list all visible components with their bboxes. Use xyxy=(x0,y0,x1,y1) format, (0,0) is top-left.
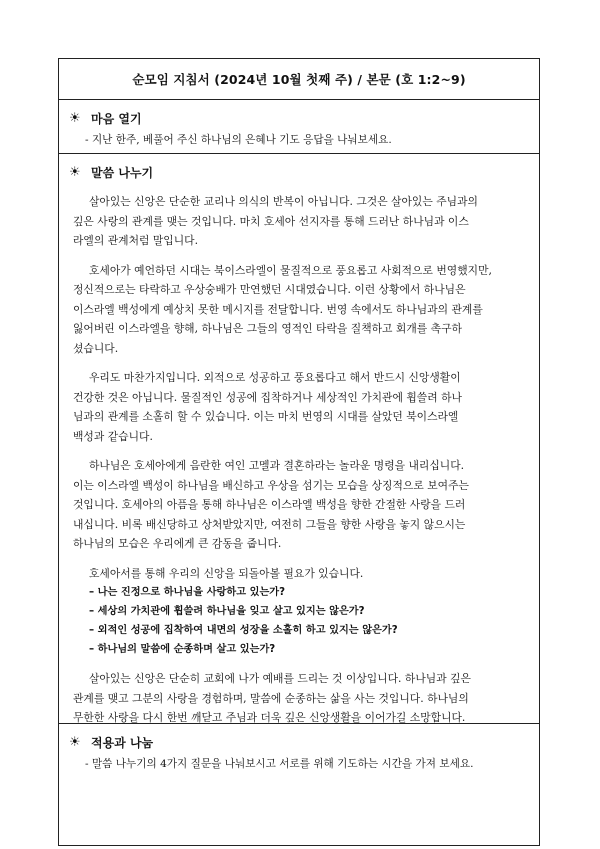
paragraph-3 xyxy=(59,368,539,446)
section-text: - 지난 한주, 베풀어 주신 하나님의 은혜나 기도 응답을 나눠보세요. xyxy=(85,134,392,146)
section-word-sharing xyxy=(59,154,539,724)
text-line: 님과의 관계를 소홀히 할 수 있습니다. 이는 마치 번영의 시대를 살았던 북이스라엘 xyxy=(73,410,459,423)
text-line: 우리도 마찬가지입니다. 외적으로 성공하고 풍요롭다고 해서 반드시 신앙생활이 xyxy=(89,371,461,384)
text-line: 정신적으로는 타락하고 우상숭배가 만연했던 시대였습니다. 이런 상황에서 하나님은 xyxy=(73,283,466,296)
questions-intro: 호세아서를 통해 우리의 신앙을 되돌아볼 필요가 있습니다. xyxy=(89,566,364,580)
paragraph-2 xyxy=(59,261,539,359)
text-line: 백성과 같습니다. xyxy=(73,429,153,443)
sun-icon: ☀ xyxy=(69,734,81,750)
paragraph-5 xyxy=(59,669,539,728)
question-item: – 세상의 가치관에 휩쓸려 하나님을 잊고 살고 있지는 않은가? xyxy=(89,606,365,617)
text-line: 건강한 것은 아닙니다. 물질적인 성공에 집착하거나 세상적인 가치관에 휩쓸려 하나 xyxy=(73,390,462,404)
section-title: 적용과 나눔 xyxy=(91,735,154,750)
section-open-heart xyxy=(59,100,539,154)
title-box xyxy=(59,59,539,100)
sun-icon: ☀ xyxy=(69,164,81,180)
text-line: 살아있는 신앙은 단순히 교회에 나가 예배를 드리는 것 이상입니다. 하나님과 깊은 xyxy=(89,672,471,685)
question-item: – 나는 진정으로 하나님을 사랑하고 있는가? xyxy=(89,587,286,598)
text-line: 깊은 사랑의 관계를 맺는 것입니다. 마치 호세아 선지자를 통해 드러난 하나님과 이스 xyxy=(73,214,469,228)
section-heading xyxy=(59,110,539,126)
text-line: 하나님은 호세아에게 음란한 여인 고멜과 결혼하라는 놀라운 명령을 내리십니다. xyxy=(89,459,465,472)
text-line: 무한한 사랑을 다시 한번 깨닫고 주님과 더욱 깊은 신앙생활을 이어가길 소망합니다. xyxy=(73,711,466,724)
section-apply-share xyxy=(59,724,539,846)
section-heading xyxy=(59,734,539,750)
section-title: 마음 열기 xyxy=(91,111,142,126)
text-line: 이스라엘 백성에게 예상치 못한 메시지를 전달합니다. 번영 속에서도 하나님과의 관계를 xyxy=(73,302,483,316)
sun-icon: ☀ xyxy=(69,110,81,126)
section-title: 말씀 나누기 xyxy=(91,165,154,180)
text-line: 이는 이스라엘 백성이 하나님을 배신하고 우상을 섬기는 모습을 상징적으로 보여주는 xyxy=(73,478,469,492)
text-line: 호세아가 예언하던 시대는 북이스라엘이 물질적으로 풍요롭고 사회적으로 번영했지만, xyxy=(89,263,492,277)
paragraph-1 xyxy=(59,192,539,251)
page-title: 순모임 지침서 (2024년 10월 첫째 주) / 본문 (호 1:2~9) xyxy=(132,72,466,87)
question-item: – 외적인 성공에 집착하여 내면의 성장을 소홀히 하고 있지는 않은가? xyxy=(89,625,398,636)
text-line: 내십니다. 비록 배신당하고 상처받았지만, 여전히 그들을 향한 사랑을 놓지 않으시는 xyxy=(73,517,466,531)
text-line: 하나님의 모습은 우리에게 큰 감동을 줍니다. xyxy=(73,537,282,550)
document-frame xyxy=(58,58,540,846)
section-text: - 말씀 나누기의 4가지 질문을 나눠보시고 서로를 위해 기도하는 시간을 가져 보세요. xyxy=(85,758,474,770)
text-line: 잃어버린 이스라엘을 향해, 하나님은 그들의 영적인 타락을 질책하고 회개를 촉구하 xyxy=(73,322,462,335)
text-line: 셨습니다. xyxy=(73,341,119,355)
text-line: 관계를 맺고 그분의 사랑을 경험하며, 말씀에 순종하는 삶을 사는 것입니다. 하나님의 xyxy=(73,691,469,705)
paragraph-4 xyxy=(59,456,539,554)
text-line: 것입니다. 호세아의 아픔을 통해 하나님은 이스라엘 백성을 향한 간절한 사랑을 드러 xyxy=(73,498,466,511)
text-line: 살아있는 신앙은 단순한 교리나 의식의 반복이 아닙니다. 그것은 살아있는 주님과의 xyxy=(89,195,478,208)
question-item: – 하나님의 말씀에 순종하며 살고 있는가? xyxy=(89,644,276,655)
text-line: 라엘의 관계처럼 말입니다. xyxy=(73,234,199,247)
section-heading xyxy=(59,164,539,180)
